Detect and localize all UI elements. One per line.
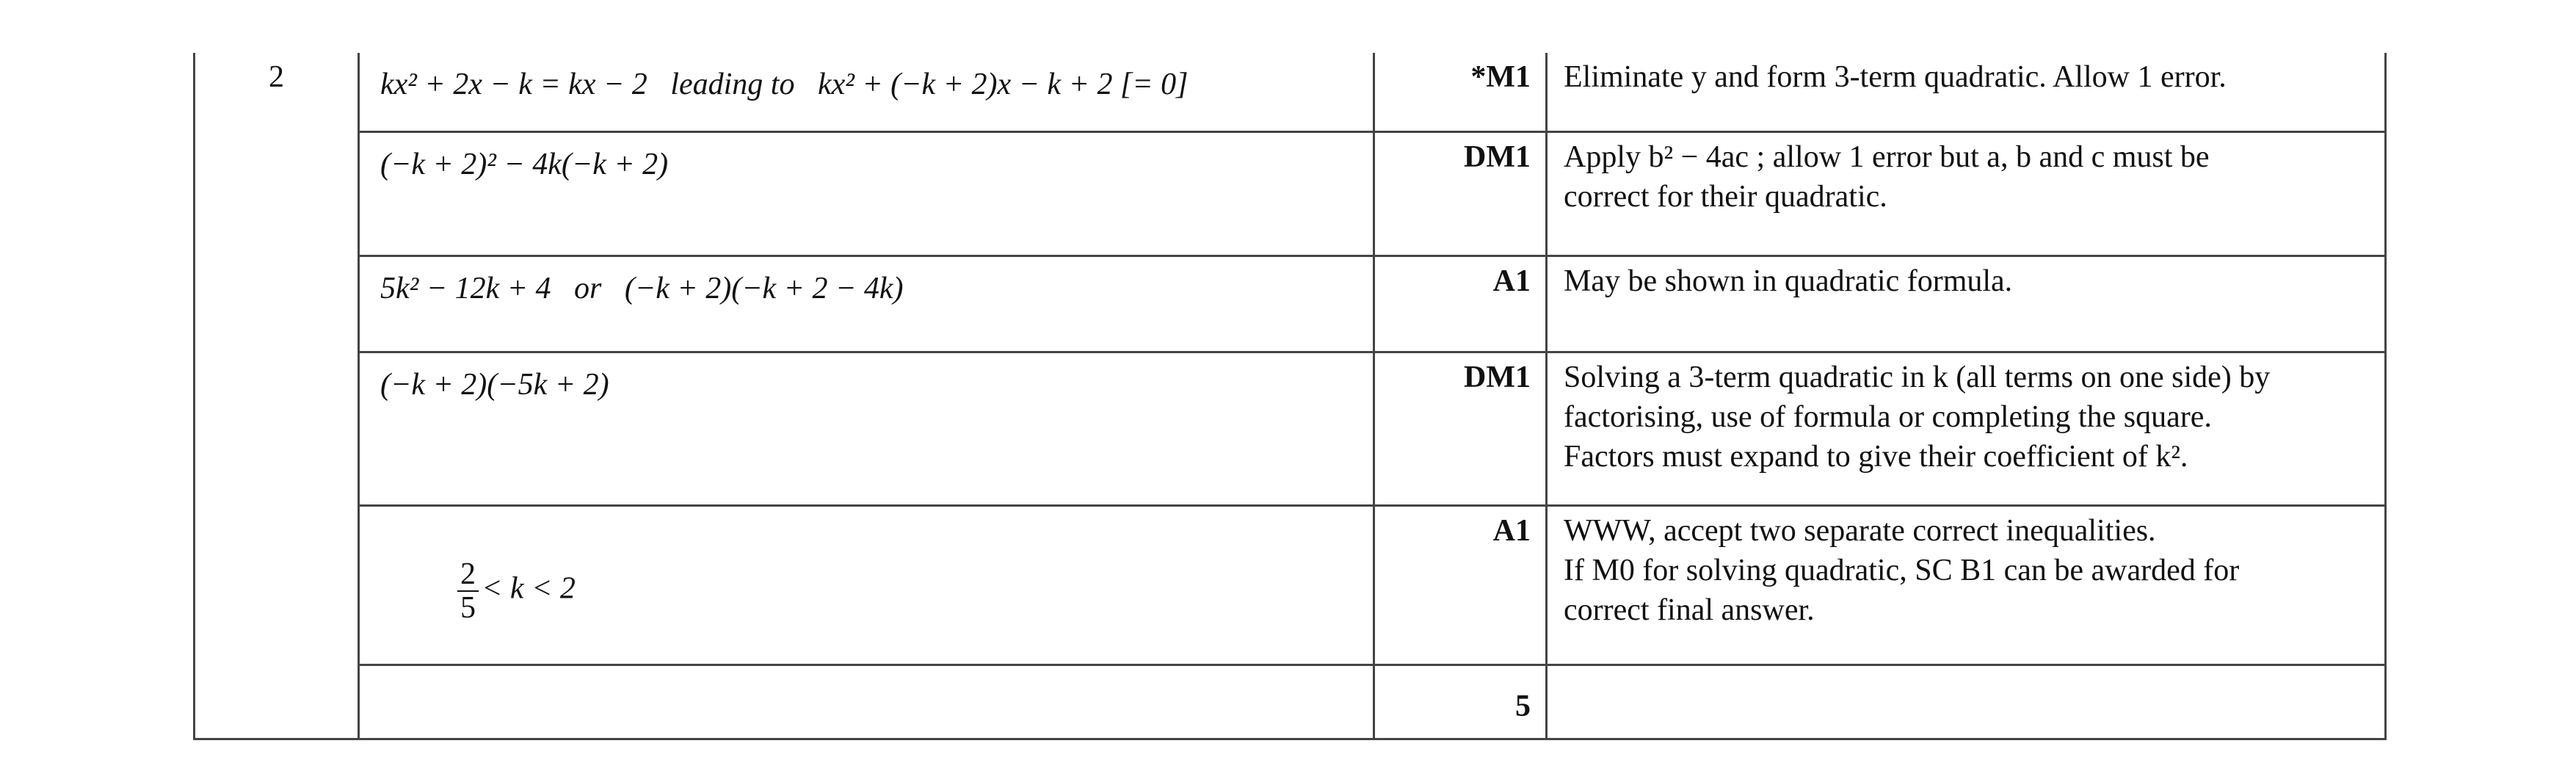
answer-cell bbox=[359, 352, 1374, 506]
inequality-rest: < k < 2 bbox=[482, 571, 576, 606]
guidance-line: correct for their quadratic. bbox=[1564, 180, 1887, 214]
answer-text: kx² + 2x − k = kx − 2 leading to kx² + (−k + 2)x − k + 2 [= 0] bbox=[380, 68, 1189, 101]
guidance-cell bbox=[1547, 352, 2386, 506]
answer-text: 5k² − 12k + 4 or (−k + 2)(−k + 2 − 4k) bbox=[380, 272, 904, 305]
mark-cell: DM1 bbox=[1374, 352, 1547, 506]
table-row bbox=[195, 506, 2386, 665]
answer-cell bbox=[359, 53, 1374, 132]
answer-text: (−k + 2)(−5k + 2) bbox=[380, 368, 609, 402]
table-row bbox=[195, 352, 2386, 506]
total-row bbox=[195, 665, 2386, 739]
fraction bbox=[457, 558, 479, 624]
guidance-line: Eliminate y and form 3-term quadratic. Allow 1 error. bbox=[1564, 60, 2227, 94]
table-row bbox=[195, 132, 2386, 256]
guidance-cell bbox=[1547, 256, 2386, 352]
guidance-line: WWW, accept two separate correct inequalities. bbox=[1564, 514, 2156, 548]
guidance-line: Factors must expand to give their coefficient of k². bbox=[1564, 440, 2188, 474]
mark-scheme-table bbox=[193, 53, 2387, 740]
fraction-denominator: 5 bbox=[460, 591, 476, 625]
table-row bbox=[195, 53, 2386, 132]
total-mark-cell bbox=[1374, 665, 1547, 739]
guidance-line: If M0 for solving quadratic, SC B1 can be awarded for bbox=[1564, 554, 2240, 587]
answer-text: (−k + 2)² − 4k(−k + 2) bbox=[380, 148, 669, 181]
guidance-line: correct final answer. bbox=[1564, 593, 1815, 627]
answer-cell bbox=[359, 132, 1374, 256]
guidance-cell bbox=[1547, 132, 2386, 256]
answer-cell-empty bbox=[359, 665, 1374, 739]
guidance-cell-empty bbox=[1547, 665, 2386, 739]
guidance-line: May be shown in quadratic formula. bbox=[1564, 264, 2013, 298]
total-mark: 5 bbox=[1515, 689, 1531, 723]
mark-cell: A1 bbox=[1374, 506, 1547, 665]
guidance-line: Apply b² − 4ac ; allow 1 error but a, b and c must be bbox=[1564, 140, 2210, 174]
answer-cell bbox=[359, 256, 1374, 352]
mark-cell: DM1 bbox=[1374, 132, 1547, 256]
guidance-line: Solving a 3-term quadratic in k (all terms on one side) by bbox=[1564, 361, 2271, 394]
answer-cell bbox=[359, 506, 1374, 665]
mark-cell: *M1 bbox=[1374, 53, 1547, 132]
guidance-line: factorising, use of formula or completing the square. bbox=[1564, 400, 2212, 434]
fraction-numerator: 2 bbox=[457, 558, 479, 592]
question-number: 2 bbox=[195, 53, 359, 739]
table-row bbox=[195, 256, 2386, 352]
guidance-cell bbox=[1547, 53, 2386, 132]
mark-cell: A1 bbox=[1374, 256, 1547, 352]
guidance-cell bbox=[1547, 506, 2386, 665]
answer-inequality bbox=[380, 511, 576, 664]
